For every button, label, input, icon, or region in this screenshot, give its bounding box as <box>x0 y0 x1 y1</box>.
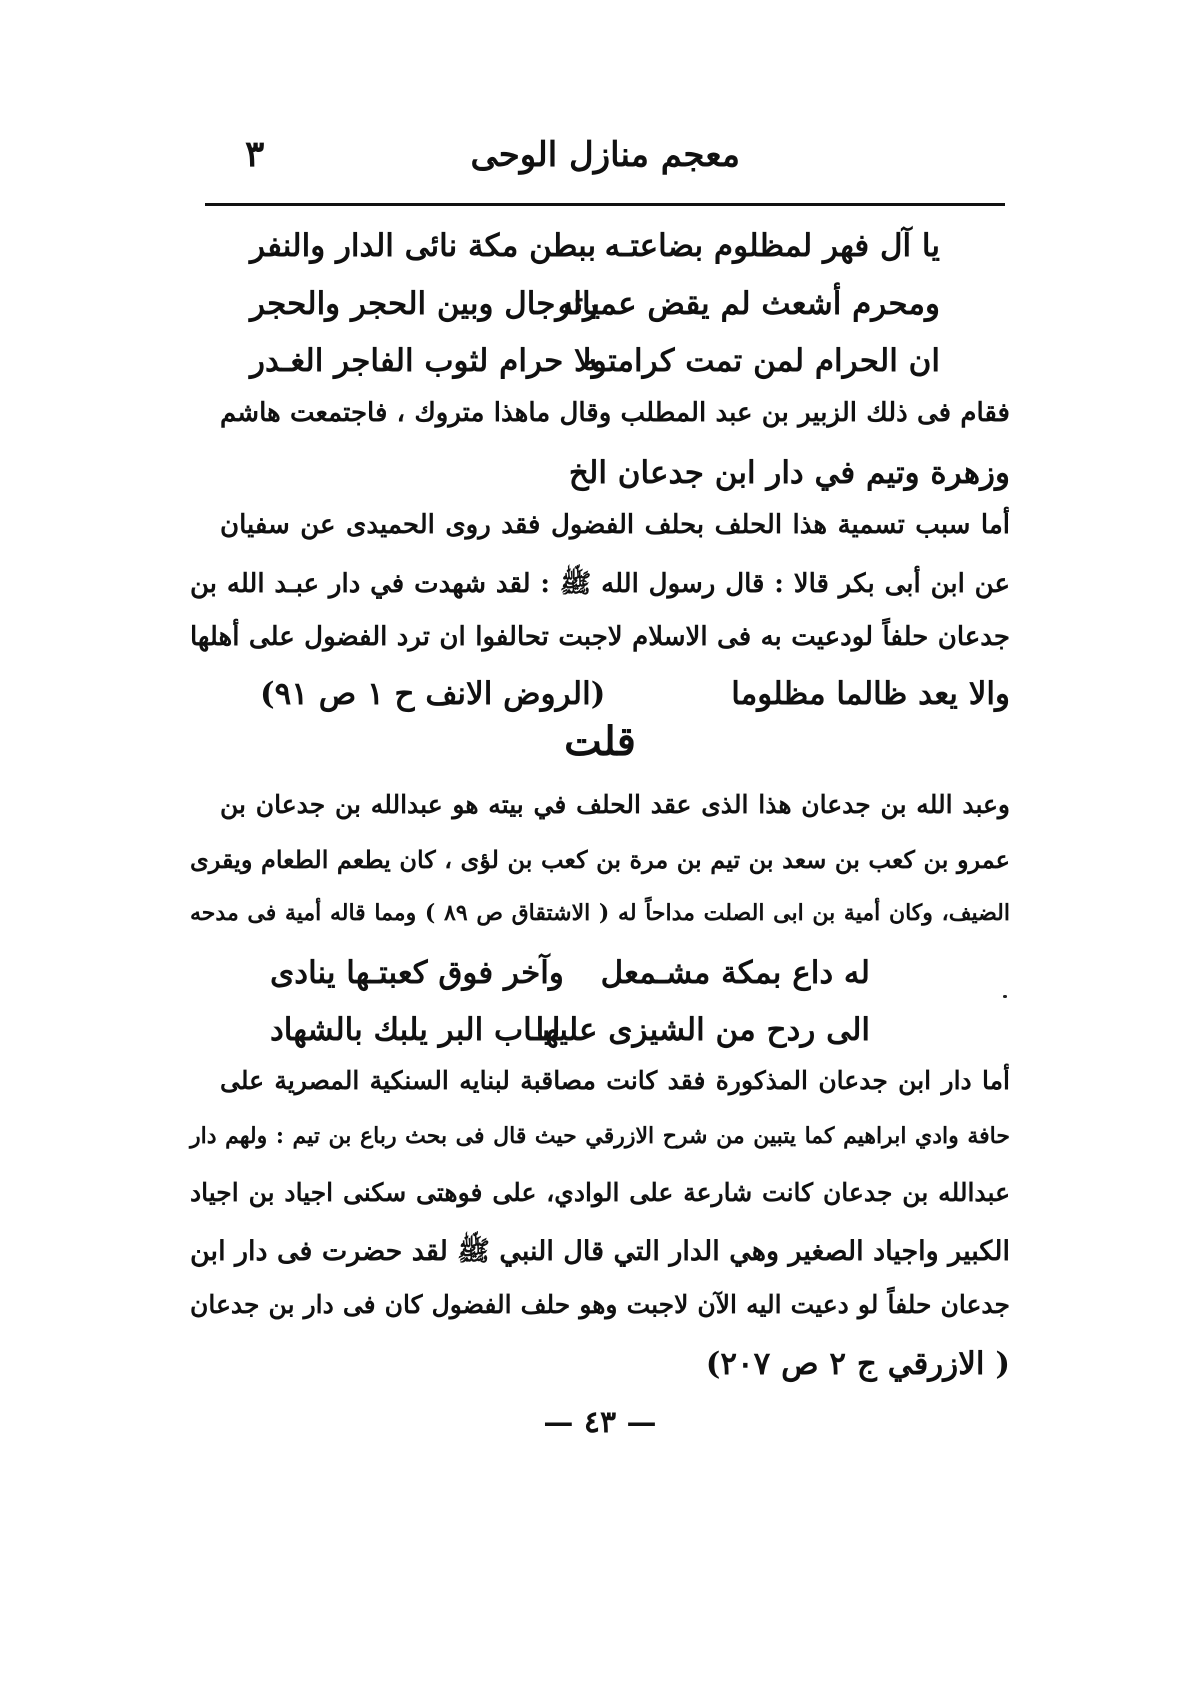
verse-line <box>250 286 940 336</box>
verse-hemistich-second: لبـاب البر يلبك بالشهاد <box>270 1012 561 1048</box>
verse-hemistich-second: وآخر فوق كعبتـها ينادى <box>270 955 564 991</box>
paragraph-line: وعبد الله بن جدعان هذا الذى عقد الحلف في بيته هو عبدالله بن جدعان بن <box>220 790 1010 819</box>
verse-hemistich-first: له داع بمكة مشـمعل <box>600 955 870 991</box>
paragraph-line: الضيف، وكان أمية بن ابى الصلت مداحاً له ( الاشتقاق ص ٨٩ ) ومما قاله أمية فى مدحه <box>190 900 1010 926</box>
paragraph-line: وزهرة وتيم في دار ابن جدعان الخ <box>568 455 1010 491</box>
verse-line <box>250 343 940 393</box>
section-heading: قلت <box>564 718 636 765</box>
paragraph-line: أما سبب تسمية هذا الحلف بحلف الفضول فقد روى الحميدى عن سفيان <box>220 510 1010 540</box>
verse-hemistich-second: يالرجال وبين الحجر والحجر <box>250 286 601 322</box>
verse-hemistich-second: ولا حرام لثوب الفاجر الغـدر <box>250 343 607 379</box>
print-speck <box>1003 995 1007 998</box>
verse-line <box>270 1012 870 1062</box>
running-header <box>205 135 1005 195</box>
citation-reference: ( الازرقي ج ٢ ص ٢٠٧) <box>705 1346 1010 1382</box>
paragraph-line: أما دار ابن جدعان المذكورة فقد كانت مصاقبة لبنايه السنكية المصرية على <box>220 1066 1010 1095</box>
verse-line <box>270 955 870 1005</box>
paragraph-line: عبدالله بن جدعان كانت شارعة على الوادي، على فوهتى سكنى اجياد بن اجياد <box>190 1178 1010 1207</box>
verse-hemistich-first: الى ردح من الشيزى عليها <box>535 1012 870 1048</box>
paragraph-line: جدعان حلفاً لو دعيت اليه الآن لاجبت وهو حلف الفضول كان فى دار بن جدعان <box>190 1290 1010 1319</box>
verse-hemistich-first: ومحرم أشعث لم يقض عمرته <box>557 286 940 322</box>
paragraph-line: عن ابن أبى بكر قالا : قال رسول الله ﷺ : لقد شهدت في دار عبـد الله بن <box>190 569 1010 599</box>
verse-line <box>250 228 940 278</box>
paragraph-line: فقام فى ذلك الزبير بن عبد المطلب وقال ماهذا متروك ، فاجتمعت هاشم <box>220 398 1010 428</box>
verse-hemistich-first: يا آل فهر لمظلوم بضاعتـه <box>604 228 940 264</box>
verse-hemistich-first: ان الحرام لمن تمت كرامتـه <box>582 343 940 379</box>
running-title: معجم منازل الوحى <box>470 135 740 175</box>
page-number: — ٤٣ — <box>543 1405 657 1440</box>
paragraph-line: عمرو بن كعب بن سعد بن تيم بن مرة بن كعب بن لؤى ، كان يطعم الطعام ويقرى <box>190 845 1010 874</box>
page-marker: ٣ <box>245 133 265 175</box>
citation-reference: (الروض الانف ح ١ ص ٩١) <box>260 676 606 712</box>
verse-hemistich-second: ببطن مكة نائى الدار والنفر <box>250 228 597 264</box>
paragraph-line-lead: والا يعد ظالما مظلوما <box>731 676 1010 712</box>
paragraph-line: حافة وادي ابراهيم كما يتبين من شرح الازرقي حيث قال فى بحث رباع بن تيم : ولهم دار <box>190 1123 1010 1149</box>
header-rule <box>205 203 1005 206</box>
paragraph-line: الكبير واجياد الصغير وهي الدار التي قال النبي ﷺ لقد حضرت فى دار ابن <box>190 1236 1010 1267</box>
paragraph-line: جدعان حلفاً لودعيت به فى الاسلام لاجبت تحالفوا ان ترد الفضول على أهلها <box>190 622 1010 652</box>
